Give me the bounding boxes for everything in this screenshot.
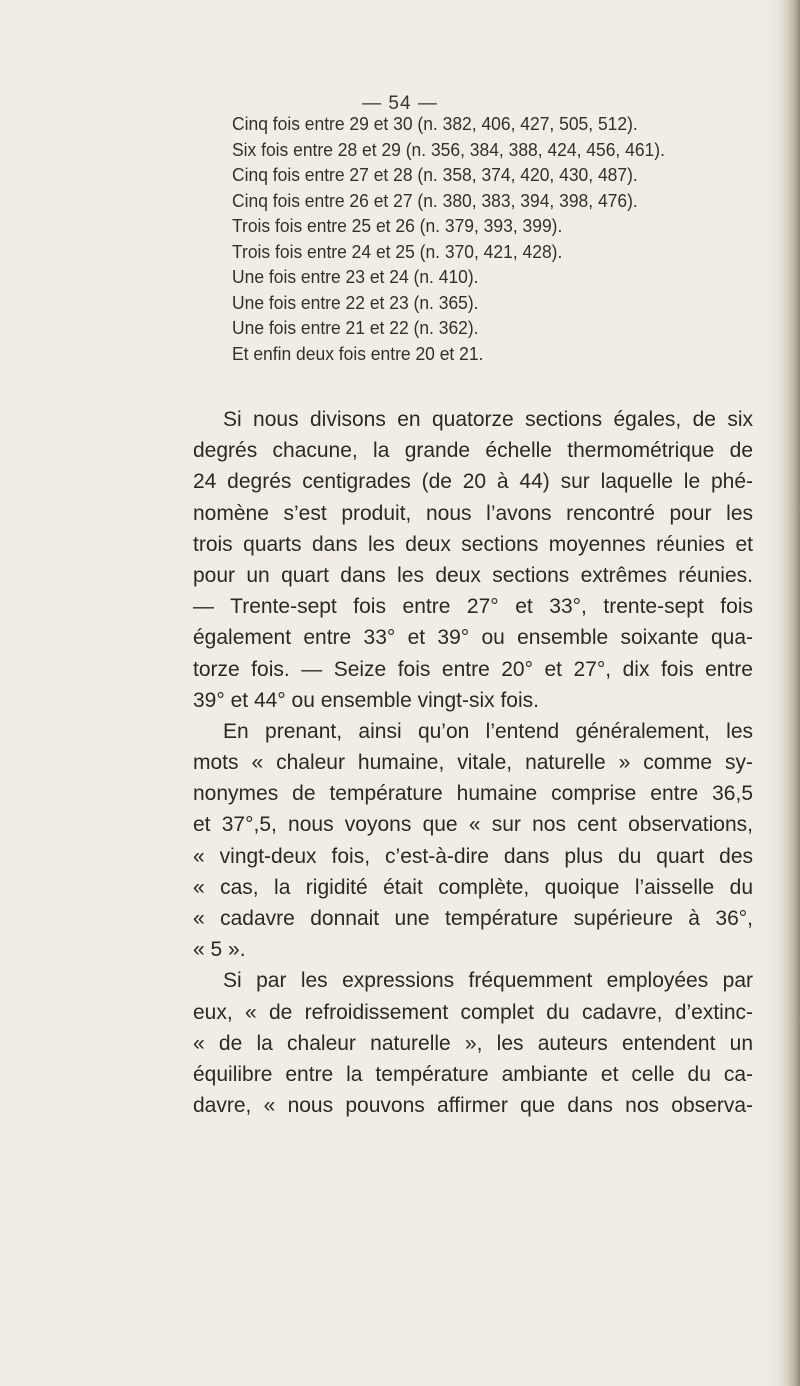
paragraph-2 [193, 716, 753, 966]
list-item: Cinq fois entre 29 et 30 (n. 382, 406, 427, 505, 512). [232, 114, 638, 134]
text-line: Si nous divisons en quatorze sections égales, de six [223, 408, 753, 431]
text-line: 39° et 44° ou ensemble vingt-six fois. [193, 688, 539, 712]
page-binding-edge [778, 0, 800, 1386]
text-line: « cadavre donnait une température supérieure à 36°, [193, 907, 753, 930]
text-line: « vingt-deux fois, c’est-à-dire dans plus du quart des [193, 844, 753, 868]
text-line: nonymes de température humaine comprise entre 36,5 [193, 782, 753, 806]
body-text [193, 404, 753, 1121]
text-line: 24 degrés centigrades (de 20 à 44) sur laquelle le phé- [193, 470, 753, 494]
list-item: Une fois entre 23 et 24 (n. 410). [232, 267, 479, 287]
text-line: « de la chaleur naturelle », les auteurs entendent un [193, 1031, 753, 1055]
list-item: Cinq fois entre 26 et 27 (n. 380, 383, 394, 398, 476). [232, 190, 638, 211]
list-item: Trois fois entre 24 et 25 (n. 370, 421, 428). [232, 241, 563, 262]
list-item: Une fois entre 22 et 23 (n. 365). [232, 292, 479, 313]
list-item: Trois fois entre 25 et 26 (n. 379, 393, 399). [232, 216, 563, 236]
list-item: Une fois entre 21 et 22 (n. 362). [232, 318, 479, 338]
text-line: Si par les expressions fréquemment employées par [223, 969, 753, 993]
text-line: également entre 33° et 39° ou ensemble soixante qua- [193, 626, 753, 650]
text-line: degrés chacune, la grande échelle thermométrique de [193, 439, 753, 463]
text-line: et 37°,5, nous voyons que « sur nos cent observations, [193, 813, 753, 837]
text-line: davre, « nous pouvons affirmer que dans nos observa- [193, 1094, 753, 1118]
temperature-count-list [232, 112, 678, 367]
text-line: trois quarts dans les deux sections moyennes réunies et [193, 532, 753, 556]
text-line: En prenant, ainsi qu’on l’entend généralement, les [223, 719, 753, 743]
text-line: torze fois. — Seize fois entre 20° et 27°, dix fois entre [193, 657, 753, 681]
list-item: Cinq fois entre 27 et 28 (n. 358, 374, 420, 430, 487). [232, 165, 638, 185]
text-line: équilibre entre la température ambiante et celle du ca- [193, 1062, 753, 1086]
text-line: pour un quart dans les deux sections extrêmes réunies. [193, 563, 753, 587]
text-line: nomène s’est produit, nous l’avons rencontré pour les [193, 501, 753, 525]
text-line: mots « chaleur humaine, vitale, naturelle » comme sy- [193, 751, 753, 775]
page-number: — 54 — [362, 93, 438, 114]
list-item: Et enfin deux fois entre 20 et 21. [232, 343, 484, 364]
text-line: — Trente-sept fois entre 27° et 33°, trente-sept fois [193, 595, 753, 619]
text-line: « cas, la rigidité était complète, quoique l’aisselle du [193, 875, 753, 899]
text-line: eux, « de refroidissement complet du cadavre, d’extinc- [193, 1000, 753, 1024]
text-line: « 5 ». [193, 938, 246, 962]
list-item: Six fois entre 28 et 29 (n. 356, 384, 388, 424, 456, 461). [232, 139, 665, 160]
page-edge-shadow [766, 0, 778, 1386]
paragraph-1 [193, 404, 753, 716]
paragraph-3 [193, 965, 753, 1121]
